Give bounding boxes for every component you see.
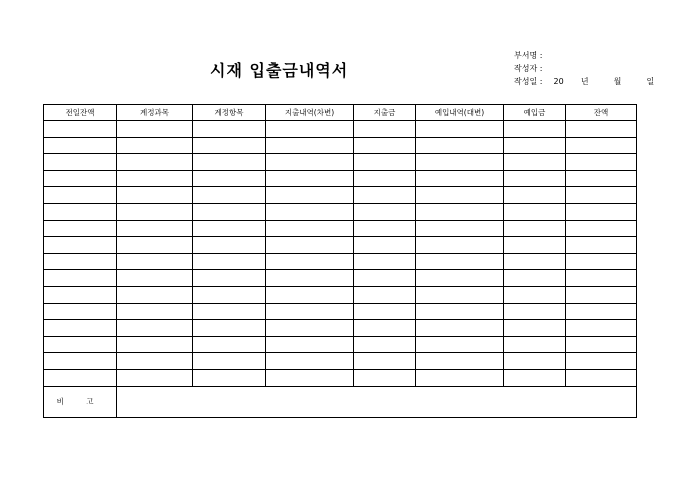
table-cell[interactable] (117, 353, 193, 370)
table-cell[interactable] (44, 154, 117, 171)
table-cell[interactable] (44, 320, 117, 337)
table-cell[interactable] (416, 121, 504, 138)
table-cell[interactable] (193, 353, 266, 370)
column-header: 지출내역(차변) (266, 105, 354, 121)
table-row (44, 270, 637, 287)
table-cell[interactable] (416, 237, 504, 254)
table-cell[interactable] (117, 187, 193, 204)
table-cell[interactable] (504, 286, 566, 303)
table-row (44, 220, 637, 237)
table-cell[interactable] (193, 237, 266, 254)
table-row (44, 336, 637, 353)
table-cell[interactable] (117, 137, 193, 154)
table-cell[interactable] (354, 121, 416, 138)
table-row (44, 237, 637, 254)
table-cell[interactable] (416, 286, 504, 303)
table-cell[interactable] (266, 137, 354, 154)
table-cell[interactable] (504, 187, 566, 204)
table-cell[interactable] (416, 170, 504, 187)
table-cell[interactable] (566, 220, 637, 237)
table-cell[interactable] (266, 237, 354, 254)
ledger-table (43, 104, 637, 418)
column-header: 지출금 (354, 105, 416, 121)
table-cell[interactable] (117, 320, 193, 337)
table-row (44, 170, 637, 187)
table-cell[interactable] (266, 253, 354, 270)
table-cell[interactable] (566, 121, 637, 138)
table-cell[interactable] (416, 270, 504, 287)
table-cell[interactable] (504, 336, 566, 353)
table-cell[interactable] (566, 336, 637, 353)
table-cell[interactable] (566, 154, 637, 171)
table-cell[interactable] (566, 286, 637, 303)
table-cell[interactable] (44, 270, 117, 287)
date-label: 작성일 : (514, 77, 543, 86)
table-cell[interactable] (354, 203, 416, 220)
table-cell[interactable] (117, 237, 193, 254)
table-cell[interactable] (266, 121, 354, 138)
table-cell[interactable] (193, 220, 266, 237)
table-cell[interactable] (117, 286, 193, 303)
table-cell[interactable] (44, 187, 117, 204)
table-cell[interactable] (504, 170, 566, 187)
table-cell[interactable] (566, 187, 637, 204)
table-cell[interactable] (354, 286, 416, 303)
table-cell[interactable] (117, 170, 193, 187)
table-cell[interactable] (266, 270, 354, 287)
date-month-unit: 월 (613, 77, 622, 86)
table-cell[interactable] (354, 253, 416, 270)
table-cell[interactable] (566, 237, 637, 254)
column-header: 계정과목 (117, 105, 193, 121)
table-cell[interactable] (566, 369, 637, 386)
header-row (44, 105, 637, 121)
date-year-unit: 년 (580, 77, 589, 86)
table-cell[interactable] (193, 336, 266, 353)
table-cell[interactable] (193, 270, 266, 287)
table-cell[interactable] (44, 286, 117, 303)
table-cell[interactable] (566, 303, 637, 320)
table-cell[interactable] (354, 336, 416, 353)
table-cell[interactable] (566, 137, 637, 154)
document-title: 시재 입출금내역서 (210, 61, 349, 80)
writer-label: 작성자 : (514, 64, 543, 73)
table-cell[interactable] (416, 154, 504, 171)
column-header: 예입내역(대변) (416, 105, 504, 121)
table-cell[interactable] (266, 303, 354, 320)
table-cell[interactable] (117, 369, 193, 386)
table-cell[interactable] (504, 320, 566, 337)
table-cell[interactable] (193, 121, 266, 138)
table-cell[interactable] (193, 137, 266, 154)
table-cell[interactable] (566, 270, 637, 287)
table-cell[interactable] (117, 303, 193, 320)
table-cell[interactable] (193, 303, 266, 320)
table-row (44, 253, 637, 270)
table-row (44, 137, 637, 154)
table-row (44, 320, 637, 337)
table-cell[interactable] (266, 170, 354, 187)
table-cell[interactable] (354, 220, 416, 237)
column-header: 예입금 (504, 105, 566, 121)
writer-line (514, 63, 542, 74)
table-cell[interactable] (416, 203, 504, 220)
table-cell[interactable] (504, 353, 566, 370)
table-cell[interactable] (416, 369, 504, 386)
table-cell[interactable] (416, 353, 504, 370)
table-cell[interactable] (117, 220, 193, 237)
table-cell[interactable] (44, 369, 117, 386)
table-cell[interactable] (44, 336, 117, 353)
table-cell[interactable] (266, 203, 354, 220)
table-cell[interactable] (504, 137, 566, 154)
column-header: 잔액 (566, 105, 637, 121)
table-cell[interactable] (354, 154, 416, 171)
column-header: 전일잔액 (44, 105, 117, 121)
table-cell[interactable] (566, 170, 637, 187)
table-cell[interactable] (504, 303, 566, 320)
table-cell[interactable] (504, 237, 566, 254)
table-row (44, 353, 637, 370)
table-cell[interactable] (193, 203, 266, 220)
table-cell[interactable] (504, 154, 566, 171)
table-cell[interactable] (193, 320, 266, 337)
table-cell[interactable] (44, 303, 117, 320)
table-cell[interactable] (566, 253, 637, 270)
table-cell[interactable] (193, 286, 266, 303)
date-year-prefix: 20 (553, 77, 564, 86)
table-cell[interactable] (354, 170, 416, 187)
table-cell[interactable] (44, 253, 117, 270)
table-row (44, 154, 637, 171)
table-cell[interactable] (354, 237, 416, 254)
table-cell[interactable] (44, 203, 117, 220)
table-cell[interactable] (504, 220, 566, 237)
table-row (44, 286, 637, 303)
table-cell[interactable] (117, 336, 193, 353)
table-cell[interactable] (416, 303, 504, 320)
table-cell[interactable] (566, 320, 637, 337)
table-row (44, 203, 637, 220)
table-cell[interactable] (504, 121, 566, 138)
table-cell[interactable] (504, 270, 566, 287)
table-cell[interactable] (266, 187, 354, 204)
remarks-row (44, 386, 637, 417)
table-cell[interactable] (266, 286, 354, 303)
table-cell[interactable] (193, 253, 266, 270)
table-cell[interactable] (266, 353, 354, 370)
ledger-body (44, 121, 637, 418)
table-cell[interactable] (504, 369, 566, 386)
remarks-field[interactable] (117, 386, 637, 417)
table-cell[interactable] (266, 154, 354, 171)
table-cell[interactable] (416, 137, 504, 154)
table-cell[interactable] (44, 170, 117, 187)
table-cell[interactable] (566, 203, 637, 220)
table-cell[interactable] (354, 303, 416, 320)
table-cell[interactable] (44, 220, 117, 237)
table-cell[interactable] (117, 203, 193, 220)
table-cell[interactable] (354, 137, 416, 154)
table-cell[interactable] (354, 320, 416, 337)
column-header: 계정항목 (193, 105, 266, 121)
table-cell[interactable] (566, 353, 637, 370)
table-cell[interactable] (504, 253, 566, 270)
date-day-unit: 일 (646, 77, 655, 86)
table-cell[interactable] (266, 220, 354, 237)
table-cell[interactable] (117, 270, 193, 287)
table-cell[interactable] (354, 353, 416, 370)
table-cell[interactable] (44, 237, 117, 254)
department-line (514, 50, 542, 61)
table-cell[interactable] (117, 121, 193, 138)
table-cell[interactable] (266, 320, 354, 337)
table-row (44, 369, 637, 386)
table-cell[interactable] (44, 353, 117, 370)
table-cell[interactable] (193, 187, 266, 204)
table-row (44, 187, 637, 204)
table-cell[interactable] (416, 187, 504, 204)
table-cell[interactable] (117, 253, 193, 270)
table-cell[interactable] (416, 320, 504, 337)
table-cell[interactable] (117, 154, 193, 171)
table-cell[interactable] (354, 187, 416, 204)
table-cell[interactable] (266, 336, 354, 353)
table-cell[interactable] (504, 203, 566, 220)
table-cell[interactable] (354, 369, 416, 386)
remarks-label: 비 고 (44, 386, 117, 417)
table-cell[interactable] (416, 253, 504, 270)
table-cell[interactable] (193, 170, 266, 187)
table-cell[interactable] (193, 369, 266, 386)
table-cell[interactable] (266, 369, 354, 386)
department-label: 부서명 : (514, 51, 543, 60)
table-cell[interactable] (416, 336, 504, 353)
table-cell[interactable] (416, 220, 504, 237)
table-row (44, 303, 637, 320)
date-line (514, 76, 654, 87)
table-cell[interactable] (44, 137, 117, 154)
table-cell[interactable] (354, 270, 416, 287)
table-cell[interactable] (193, 154, 266, 171)
table-cell[interactable] (44, 121, 117, 138)
table-row (44, 121, 637, 138)
